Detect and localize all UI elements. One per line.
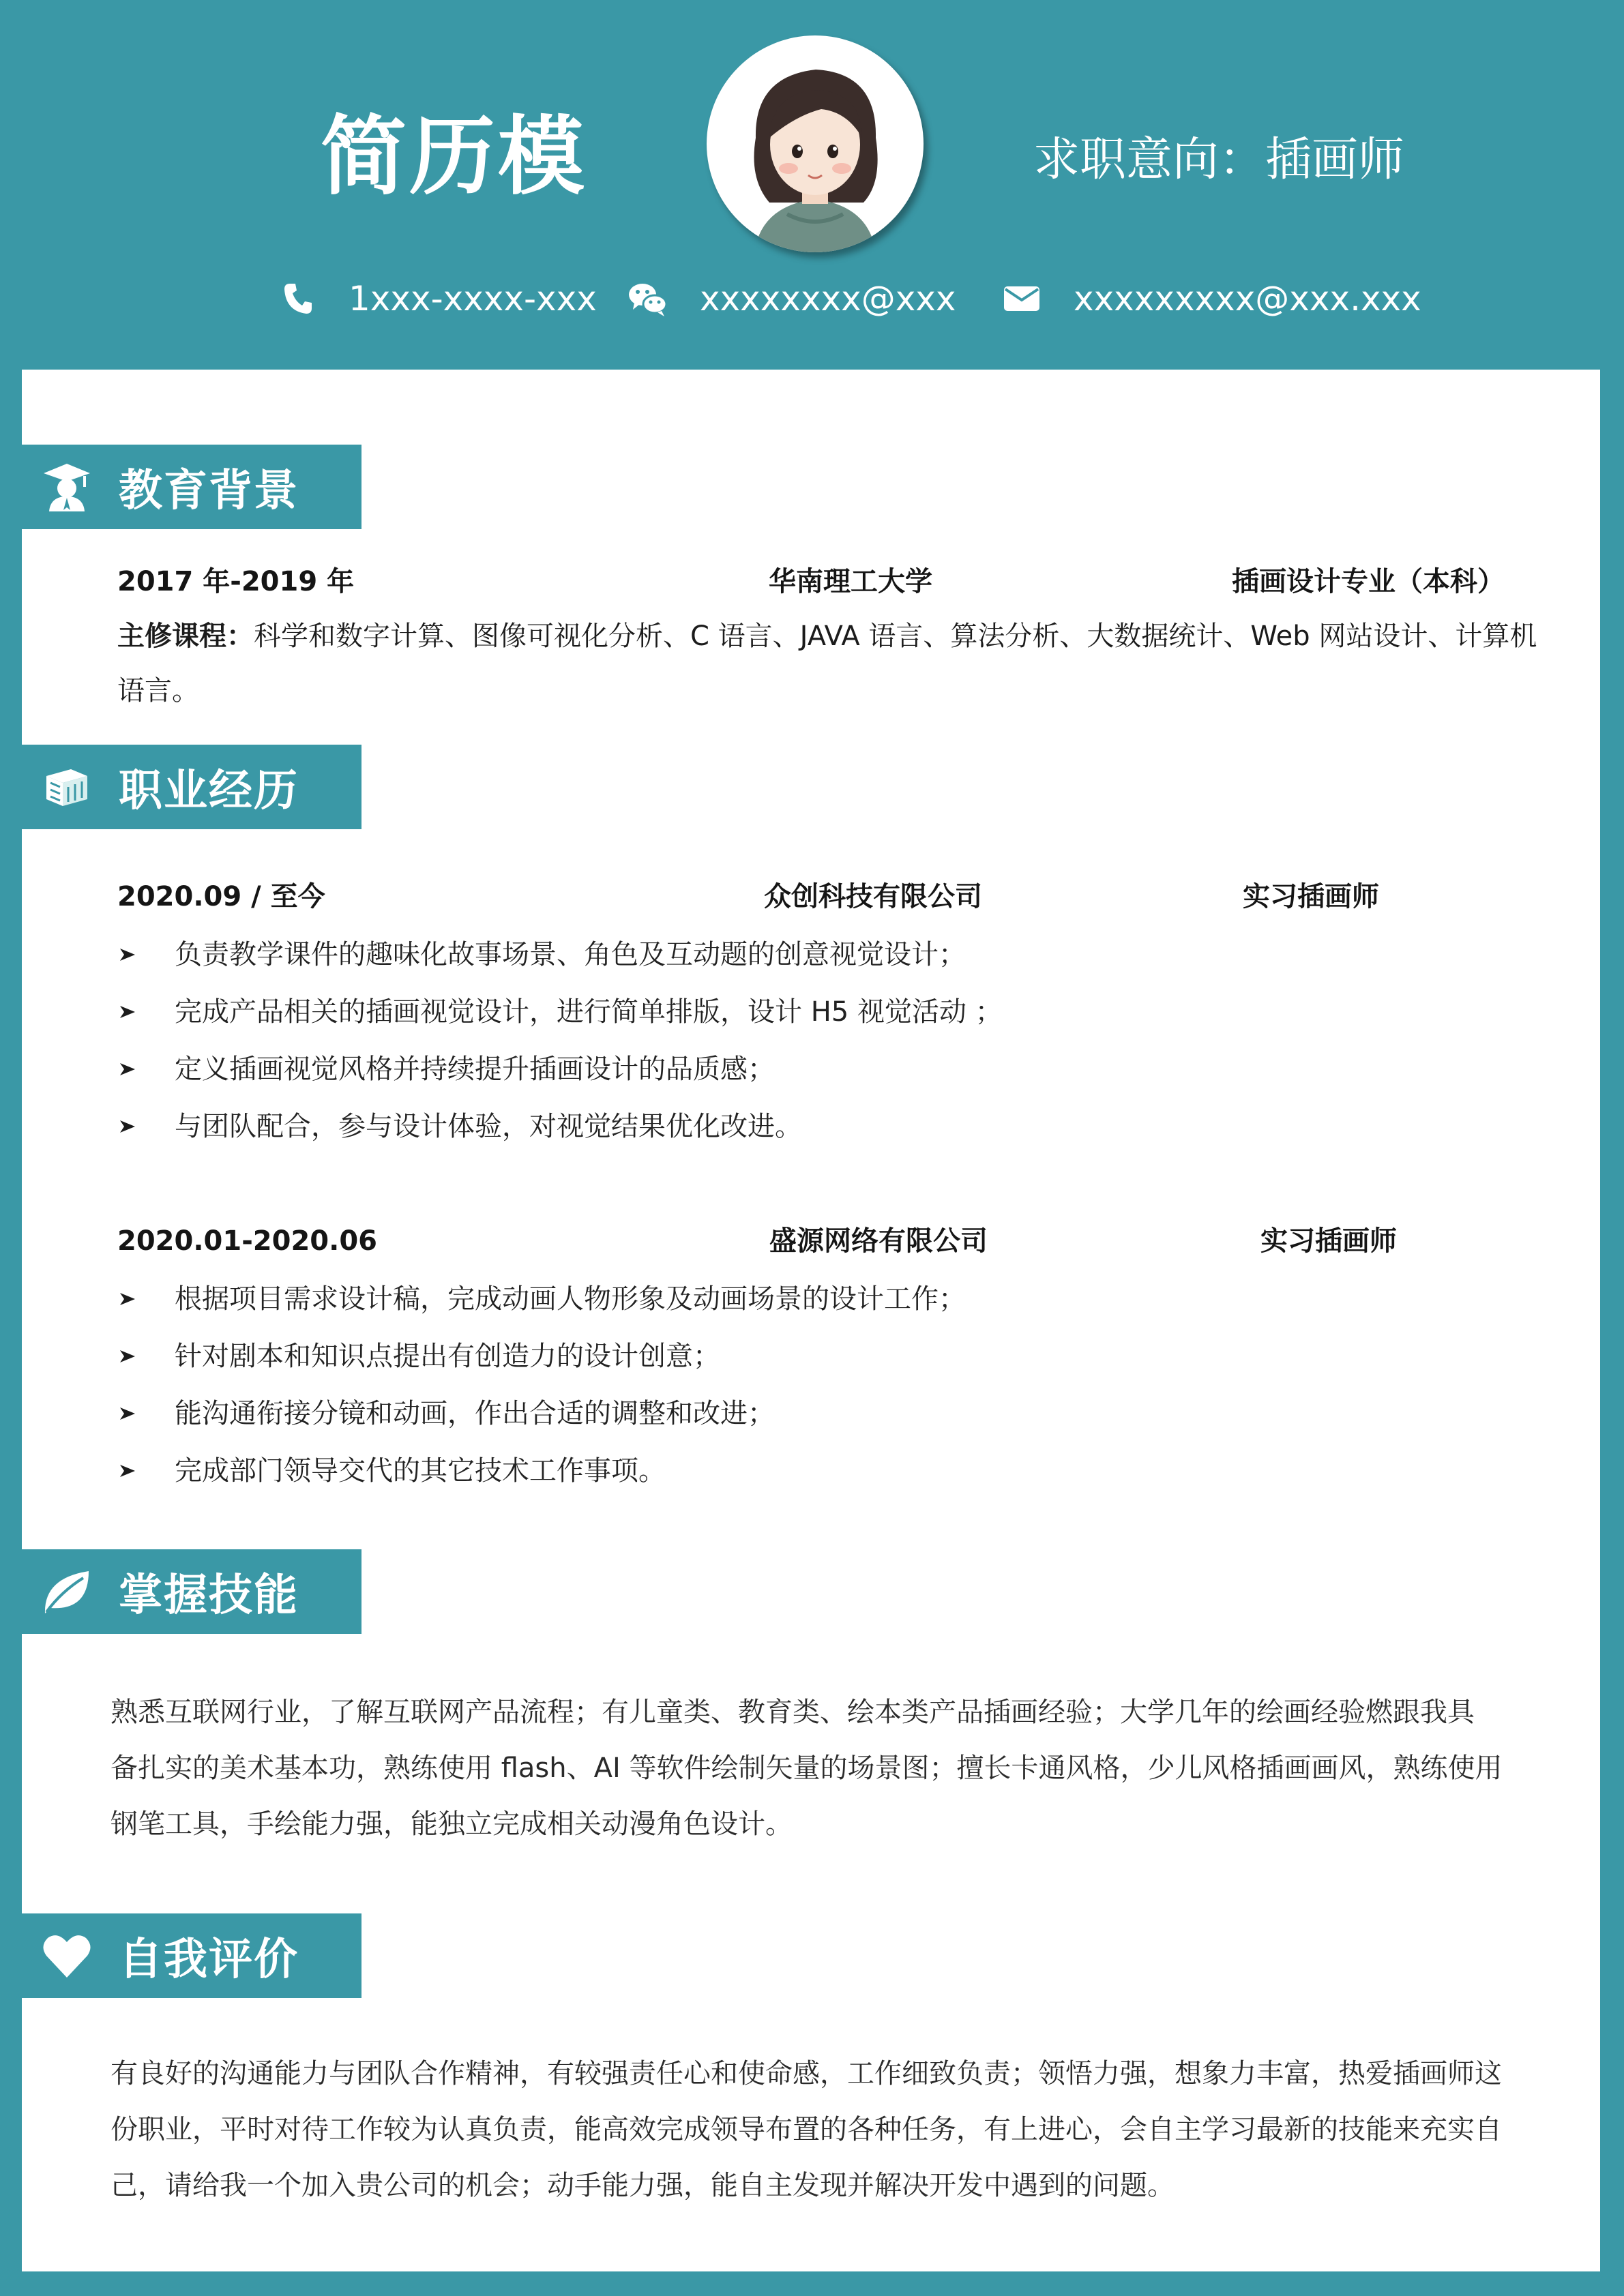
arrow-bullet-icon: [117, 1332, 138, 1380]
arrow-bullet-icon: [117, 1275, 138, 1323]
list-item: 定义插画视觉风格并持续提升插画设计的品质感；: [117, 1045, 1481, 1093]
self-evaluation-text: [110, 2046, 1570, 2213]
courses-label: 主修课程：: [117, 621, 254, 652]
education-major: 插画设计专业（本科）: [1232, 566, 1505, 597]
section-header-self-evaluation: [22, 1913, 361, 1998]
graduate-icon: [41, 461, 93, 513]
contact-wechat: [628, 271, 956, 326]
mail-icon: [1001, 278, 1042, 319]
self-eval-line: 己，请给我一个加入贵公司的机会；动手能力强，能自主发现并解决开发中遇到的问题。: [110, 2170, 1175, 2201]
wechat-icon: [628, 278, 668, 319]
section-title-skills: 掌握技能: [119, 1570, 299, 1621]
job-period: 2020.09 / 至今: [117, 881, 325, 912]
list-item: 负责教学课件的趣味化故事场景、角色及互动题的创意视觉设计；: [117, 931, 1481, 979]
list-item: 能沟通衔接分镜和动画，作出合适的调整和改进；: [117, 1390, 1481, 1437]
job-period: 2020.01-2020.06: [117, 1225, 377, 1257]
resume-name: 简历模: [321, 106, 587, 207]
arrow-bullet-icon: [117, 1045, 138, 1093]
education-school: 华南理工大学: [769, 566, 932, 597]
skills-line: 备扎实的美术基本功，熟练使用 flash、AI 等软件绘制矢量的场景图；擅长卡通风格，少儿风格插画画风，熟练使用: [110, 1753, 1503, 1784]
arrow-bullet-icon: [117, 988, 138, 1036]
section-header-skills: [22, 1549, 361, 1634]
education-period: 2017 年-2019 年: [117, 566, 355, 597]
section-title-education: 教育背景: [119, 466, 299, 516]
section-header-experience: [22, 745, 361, 829]
job-role: 实习插画师: [1260, 1225, 1397, 1257]
arrow-bullet-icon: [117, 1447, 138, 1495]
skills-line: 钢笔工具，手绘能力强，能独立完成相关动漫角色设计。: [110, 1808, 793, 1840]
job-role: 实习插画师: [1243, 881, 1379, 912]
avatar: [707, 35, 924, 252]
education-row: [117, 558, 1536, 606]
list-item: 完成部门领导交代的其它技术工作事项。: [117, 1447, 1481, 1495]
books-icon: [41, 761, 93, 813]
phone-text: 1xxx-xxxx-xxx: [349, 279, 597, 318]
arrow-bullet-icon: [117, 931, 138, 979]
job-company: 盛源网络有限公司: [769, 1225, 988, 1257]
job-objective: 求职意向：插画师: [1033, 133, 1405, 187]
phone-icon: [276, 278, 317, 319]
list-item: 根据项目需求设计稿，完成动画人物形象及动画场景的设计工作；: [117, 1275, 1481, 1323]
section-title-experience: 职业经历: [119, 766, 299, 816]
wechat-text: xxxxxxxx@xxx: [700, 279, 956, 318]
courses-text-line1: 科学和数字计算、图像可视化分析、C 语言、JAVA 语言、算法分析、大数据统计、Web 网站设计、计算机: [254, 621, 1537, 652]
avatar-illustration: [707, 35, 924, 252]
job-row: [117, 873, 1536, 921]
self-eval-line: 有良好的沟通能力与团队合作精神，有较强责任心和使命感，工作细致负责；领悟力强，想象力丰富，热爱插画师这: [110, 2058, 1502, 2089]
arrow-bullet-icon: [117, 1390, 138, 1437]
job-company: 众创科技有限公司: [764, 881, 982, 912]
section-header-education: [22, 445, 361, 529]
contact-phone: [276, 271, 597, 326]
courses-text-line2: 语言。: [117, 675, 199, 706]
heart-icon: [41, 1930, 93, 1982]
list-item: 完成产品相关的插画视觉设计，进行简单排版，设计 H5 视觉活动 ；: [117, 988, 1481, 1036]
skills-text: [110, 1684, 1570, 1852]
list-item: 与团队配合，参与设计体验，对视觉结果优化改进。: [117, 1103, 1481, 1150]
leaf-icon: [41, 1566, 93, 1617]
contact-email: [1001, 271, 1421, 326]
self-eval-line: 份职业，平时对待工作较为认真负责，能高效完成领导布置的各种任务，有上进心，会自主学习最新的技能来充实自: [110, 2114, 1502, 2145]
section-title-self-evaluation: 自我评价: [119, 1935, 299, 1985]
skills-line: 熟悉互联网行业，了解互联网产品流程；有儿童类、教育类、绘本类产品插画经验；大学几年的绘画经验燃跟我具: [110, 1697, 1475, 1728]
arrow-bullet-icon: [117, 1103, 138, 1150]
email-text: xxxxxxxxx@xxx.xxx: [1074, 279, 1421, 318]
job-row: [117, 1217, 1536, 1265]
list-item: 针对剧本和知识点提出有创造力的设计创意；: [117, 1332, 1481, 1380]
education-courses: [117, 612, 1537, 660]
